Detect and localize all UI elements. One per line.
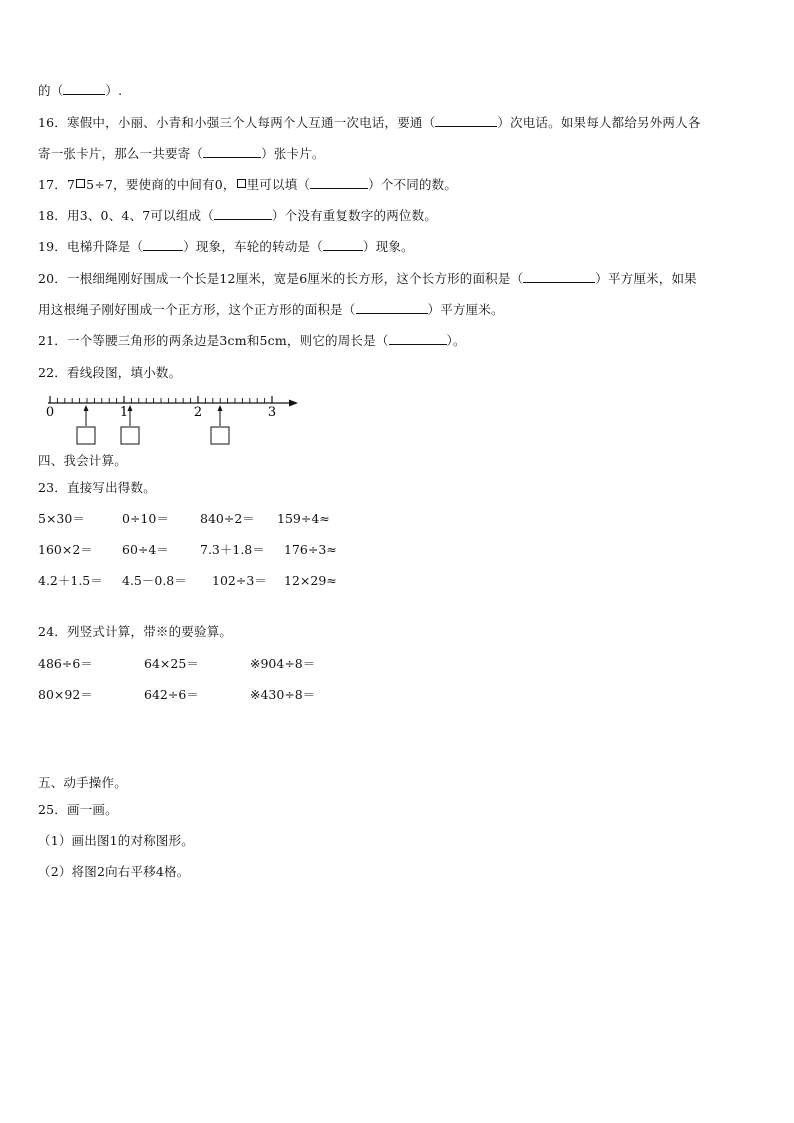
q19 (38, 238, 764, 256)
calc-item: 12×29≈ (284, 573, 337, 588)
q20-text-c: 用这根绳子刚好围成一个正方形，这个正方形的面积是（ (38, 302, 356, 317)
calc-item: 102÷3＝ (212, 573, 267, 588)
q16-text-b: ）次电话。如果每人都给另外两人各 (497, 115, 701, 130)
q18 (38, 207, 764, 225)
q25-title: 25．画一画。 (38, 802, 118, 817)
answer-blank[interactable] (203, 145, 261, 158)
answer-box[interactable] (121, 427, 139, 444)
q20-line1 (38, 270, 764, 288)
arrow-up-icon (84, 405, 89, 411)
q20-text-d: ）平方厘米。 (427, 302, 504, 317)
q17-text-b: 5÷7，要使商的中间有0， (86, 177, 236, 192)
answer-blank[interactable] (356, 301, 428, 314)
answer-blank[interactable] (323, 238, 363, 251)
q21-text-b: ）。 (446, 333, 466, 348)
q17-text-c: 里可以填（ (246, 177, 311, 192)
q16-line2 (38, 145, 764, 163)
calc-item: 840÷2＝ (200, 511, 255, 526)
calc-item: 486÷6＝ (38, 656, 93, 671)
q20-line2 (38, 301, 764, 319)
square-placeholder-icon (76, 179, 85, 188)
number-line-ticks (50, 396, 272, 403)
calc-item: 4.2＋1.5＝ (38, 573, 103, 588)
answer-blank[interactable] (310, 176, 368, 189)
q19-text-c: ）现象。 (362, 239, 414, 254)
square-placeholder-icon (237, 179, 246, 188)
calc-item: 0÷10＝ (122, 511, 169, 526)
answer-blank[interactable] (435, 114, 497, 127)
q16-line1 (38, 114, 764, 132)
q16-text-c: 寄一张卡片，那么一共要寄（ (38, 146, 204, 161)
q18-text-b: ）个没有重复数字的两位数。 (271, 208, 438, 223)
calc-item: 60÷4＝ (122, 542, 169, 557)
q20-text-a: 20．一根细绳刚好围成一个长是12厘米，宽是6厘米的长方形，这个长方形的面积是（ (38, 271, 524, 286)
q16-text-a: 16．寒假中，小丽、小青和小强三个人每两个人互通一次电话，要通（ (38, 115, 436, 130)
q17 (38, 176, 764, 194)
q19-text-b: ）现象，车轮的转动是（ (183, 239, 323, 254)
calc-item: 64×25＝ (144, 656, 199, 671)
answer-blank[interactable] (63, 82, 105, 95)
section-5-heading: 五、动手操作。 (38, 775, 127, 790)
calc-item: 159÷4≈ (277, 511, 330, 526)
q25-sub-2: （2）将图2向右平移4格。 (38, 864, 190, 879)
calc-item: 176÷3≈ (284, 542, 337, 557)
arrow-up-icon (128, 405, 133, 411)
answer-blank[interactable] (214, 207, 272, 220)
q18-text-a: 18．用3、0、4、7可以组成（ (38, 208, 214, 223)
tick-label-3: 3 (267, 405, 277, 420)
answer-blank[interactable] (389, 332, 447, 345)
q22-title: 22．看线段图，填小数。 (38, 365, 182, 380)
calc-item: 642÷6＝ (144, 687, 199, 702)
calc-item: 5×30＝ (38, 511, 85, 526)
arrow-right-icon (289, 400, 298, 407)
calc-item: ※904÷8＝ (250, 656, 316, 671)
answer-box[interactable] (77, 427, 95, 444)
q24-title: 24．列竖式计算，带※的要验算。 (38, 624, 233, 639)
section-4-heading: 四、我会计算。 (38, 453, 127, 468)
tick-label-1: 1 (119, 405, 129, 420)
q15-tail (38, 82, 764, 100)
calc-item: 80×92＝ (38, 687, 93, 702)
q17-text-d: ）个不同的数。 (368, 177, 458, 192)
q17-text-a: 17．7 (38, 177, 76, 192)
answer-blank[interactable] (523, 270, 595, 283)
q15-text-b: ）. (105, 83, 123, 98)
arrow-up-icon (218, 405, 223, 411)
q20-text-b: ）平方厘米，如果 (595, 271, 697, 286)
q21 (38, 332, 764, 350)
tick-label-2: 2 (193, 405, 203, 420)
calc-item: ※430÷8＝ (250, 687, 316, 702)
calc-item: 160×2＝ (38, 542, 93, 557)
q21-text-a: 21．一个等腰三角形的两条边是3cm和5cm，则它的周长是（ (38, 333, 389, 348)
calc-item: 4.5－0.8＝ (122, 573, 187, 588)
answer-box[interactable] (211, 427, 229, 444)
q15-text-a: 的（ (38, 83, 64, 98)
tick-label-0: 0 (45, 405, 55, 420)
q23-title: 23．直接写出得数。 (38, 480, 156, 495)
calc-item: 7.3＋1.8＝ (200, 542, 265, 557)
q19-text-a: 19．电梯升降是（ (38, 239, 144, 254)
q16-text-d: ）张卡片。 (261, 146, 325, 161)
answer-blank[interactable] (143, 238, 183, 251)
q25-sub-1: （1）画出图1的对称图形。 (38, 833, 195, 848)
number-line-diagram (40, 390, 310, 448)
